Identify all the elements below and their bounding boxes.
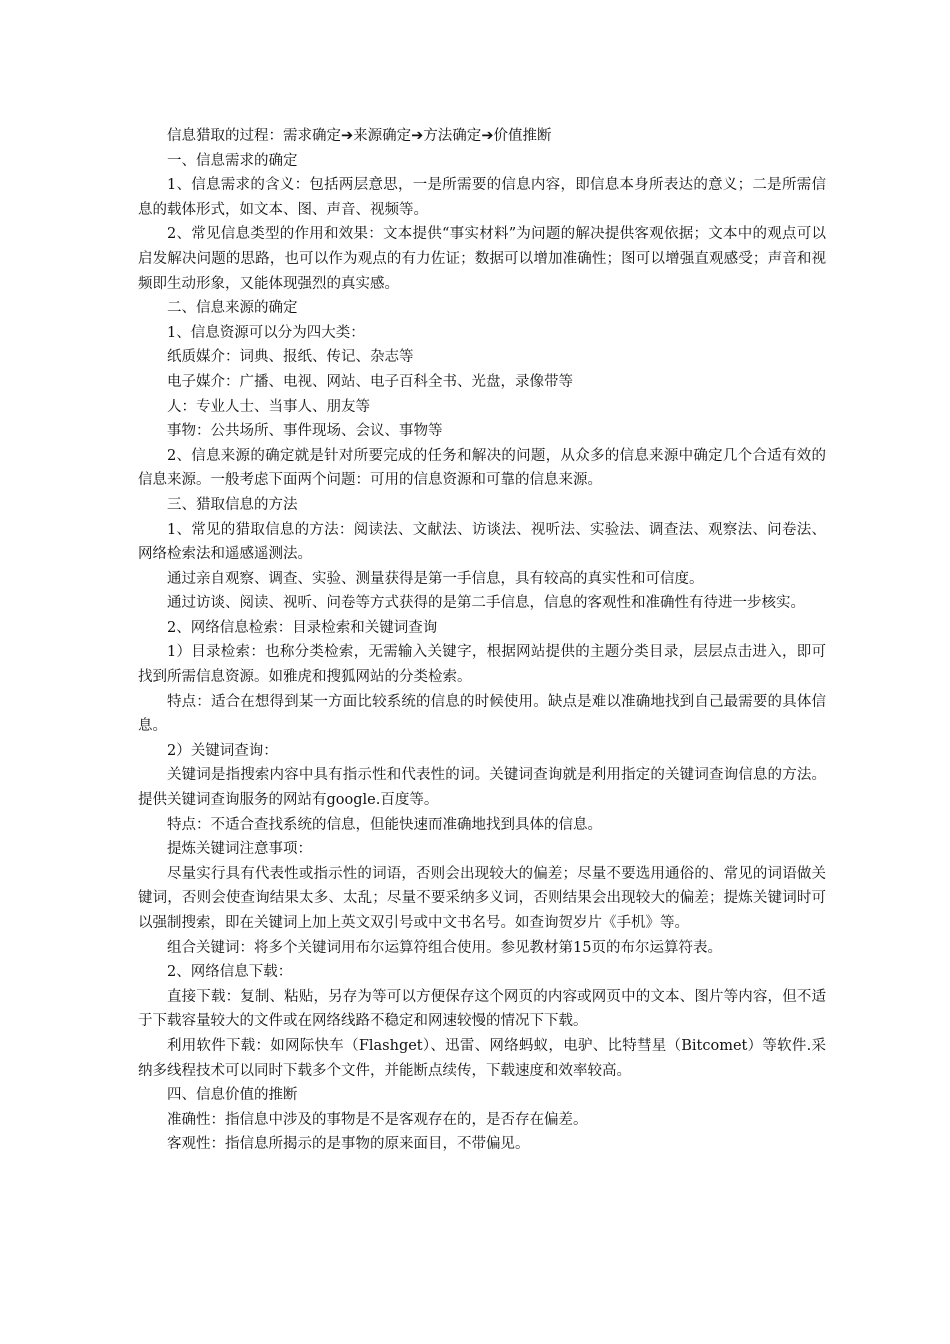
paragraph: 特点：适合在想得到某一方面比较系统的信息的时候使用。缺点是难以准确地找到自己最需要的具体信息。 [138,693,826,735]
paragraph: 1、信息资源可以分为四大类： [167,324,365,341]
arrow-right-icon: ➔ [481,128,494,144]
process-step-3: 方法确定 [423,128,482,144]
list-item: 电子媒介：广播、电视、网站、电子百科全书、光盘，录像带等 [167,373,573,390]
paragraph: 通过亲自观察、调查、实验、测量获得是第一手信息，具有较高的真实性和可信度。 [167,570,704,587]
paragraph: 通过访谈、阅读、视听、问卷等方式获得的是第二手信息，信息的客观性和准确性有待进一步核实。 [167,595,805,612]
paragraph: 2）关键词查询： [167,742,278,759]
list-item: 纸质媒介：词典、报纸、传记、杂志等 [167,349,414,366]
process-step-1: 需求确定 [283,128,341,144]
paragraph: 特点：不适合查找系统的信息，但能快速而准确地找到具体的信息。 [167,816,602,833]
process-line [138,124,826,149]
paragraph: 1）目录检索：也称分类检索，无需输入关键字，根据网站提供的主题分类目录，层层点击进入，即可找到所需信息资源。如雅虎和搜狐网站的分类检索。 [138,644,826,686]
section-heading-3: 三、猎取信息的方法 [167,496,298,513]
list-item: 事物：公共场所、事件现场、会议、事物等 [167,423,443,440]
arrow-right-icon: ➔ [341,128,354,144]
section-heading-1: 一、信息需求的确定 [167,152,298,169]
section-heading-4: 四、信息价值的推断 [167,1087,298,1104]
paragraph: 客观性：指信息所揭示的是事物的原来面目，不带偏见。 [167,1136,530,1153]
section-heading-2: 二、信息来源的确定 [167,300,298,317]
paragraph: 关键词是指搜索内容中具有指示性和代表性的词。关键词查询就是利用指定的关键词查询信息的方法。提供关键词查询服务的网站有google.百度等。 [138,767,826,809]
paragraph: 组合关键词：将多个关键词用布尔运算符组合使用。参见教材第15页的布尔运算符表。 [167,939,722,956]
arrow-right-icon: ➔ [411,128,424,144]
process-label: 信息猎取的过程： [167,128,283,144]
paragraph: 1、信息需求的含义：包括两层意思，一是所需要的信息内容，即信息本身所表达的意义；二是所需信息的载体形式，如文本、图、声音、视频等。 [138,177,826,218]
paragraph: 2、信息来源的确定就是针对所要完成的任务和解决的问题，从众多的信息来源中确定几个合适有效的信息来源。一般考虑下面两个问题：可用的信息资源和可靠的信息来源。 [138,447,826,489]
paragraph: 直接下载：复制、粘贴，另存为等可以方便保存这个网页的内容或网页中的文本、图片等内容，但不适于下载容量较大的文件或在网络线路不稳定和网速较慢的情况下下载。 [138,988,826,1030]
paragraph: 准确性：指信息中涉及的事物是不是客观存在的，是否存在偏差。 [167,1111,588,1128]
document-body [138,124,826,1157]
process-step-4: 价值推断 [493,128,552,144]
paragraph: 利用软件下载：如网际快车（Flashget）、迅雷、网络蚂蚁，电驴、比特彗星（Bitcomet）等软件.采纳多线程技术可以同时下载多个文件，并能断点续传，下载速度和效率较高。 [138,1037,826,1079]
paragraph: 尽量实行具有代表性或指示性的词语，否则会出现较大的偏差；尽量不要选用通俗的、常见的词语做关键词，否则会使查询结果太多、太乱；尽量不要采纳多义词，否则结果会出现较大的偏差；提炼关键词时可以强制搜索，即在关键词上加上英文双引号或中文书名号。如查询贺岁片《手机》等。 [138,865,826,931]
paragraph: 2、网络信息检索：目录检索和关键词查询 [167,619,438,636]
list-item: 人：专业人士、当事人、朋友等 [167,398,370,415]
paragraph: 2、常见信息类型的作用和效果：文本提供“事实材料”为问题的解决提供客观依据；文本中的观点可以启发解决问题的思路，也可以作为观点的有力佐证；数据可以增加准确性；图可以增强直观感受；声音和视频即生动形象，又能体现强烈的真实感。 [138,226,826,292]
paragraph: 1、常见的猎取信息的方法：阅读法、文献法、访谈法、视听法、实验法、调查法、观察法、问卷法、网络检索法和遥感遥测法。 [138,521,826,563]
paragraph: 2、网络信息下载： [167,964,293,981]
paragraph: 提炼关键词注意事项： [167,841,312,858]
process-step-2: 来源确定 [353,128,412,144]
